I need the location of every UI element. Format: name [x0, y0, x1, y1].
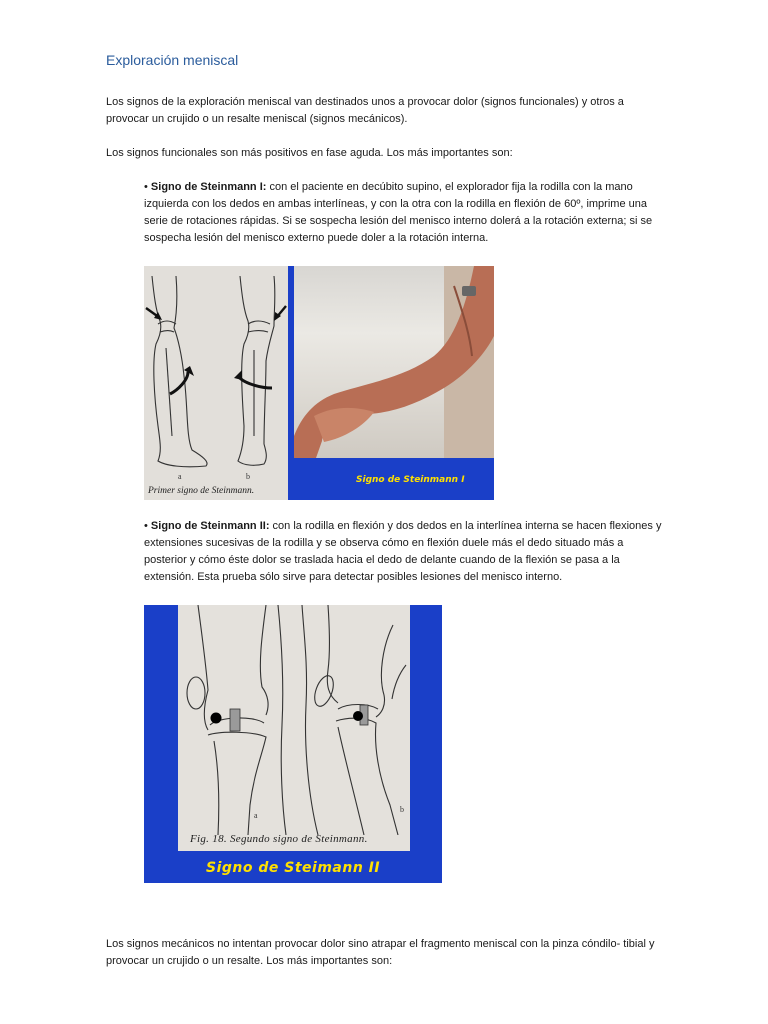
steinmann-1-text: con el paciente en decúbito supino, el explorador fija la rodilla con la mano izquierda con los dedos en ambas interlíneas, y con la otra con la rodilla en flexión de 60º, imprime una serie de rotaciones rápidas. Si se sospecha lesión del menisco interno dolerá a la rotación externa; si se sospecha lesión del menisco externo puede doler a la rotación interna.: [144, 181, 653, 244]
letter-b: b: [400, 805, 404, 814]
functional-signs-intro: Los signos funcionales son más positivos en fase aguda. Los más importantes son:: [106, 147, 513, 159]
page-title: Exploración meniscal: [106, 52, 239, 68]
intro-paragraph: Los signos de la exploración meniscal van destinados unos a provocar dolor (signos funcionales) y otros a provocar un crujido o un resalte meniscal (signos mecánicos).: [106, 96, 624, 125]
scan-caption-2: Fig. 18. Segundo signo de Steinmann.: [190, 833, 368, 845]
mechanical-signs-intro: Los signos mecánicos no intentan provocar dolor sino atrapar el fragmento meniscal con la pinza cóndilo- tibial y provocar un crujido o un resalte. Los más importantes son:: [106, 938, 655, 967]
bullet-mark: •: [144, 181, 148, 193]
scan-caption-1: Primer signo de Steinmann.: [148, 486, 255, 496]
steinmann-1-drawing: [144, 266, 288, 500]
steinmann-2-text: con la rodilla en flexión y dos dedos en la interlínea interna se hacen flexiones y extensiones sucesivas de la rodilla y se observa cómo en flexión duele más el dedo situado más a posterior y cómo éste dolor se traslada hacia el dedo de delante cuando de la flexión se pasa a la extensión. Esta prueba sólo sirve para detectar posibles lesiones del menisco interno.: [144, 520, 662, 583]
letter-a: a: [178, 472, 182, 481]
steinmann-2-label: Signo de Steinmann II:: [150, 520, 270, 532]
figure-steinmann-2: [144, 605, 442, 883]
photo-area: [294, 266, 494, 458]
letter-b: b: [246, 472, 250, 481]
letter-a: a: [254, 811, 258, 820]
banner-caption-2: Signo de Steimann II: [206, 860, 381, 876]
steinmann-2-item: [144, 518, 664, 586]
knee-joints-drawing-icon: [178, 605, 410, 835]
figure-steinmann-1: [144, 266, 494, 500]
steinmann-1-photo: [288, 266, 494, 500]
bullet-mark: •: [144, 520, 148, 532]
legs-drawing-icon: [144, 266, 288, 500]
steinmann-2-drawing: [178, 605, 410, 851]
photo-caption-1: Signo de Steinmann I: [356, 475, 465, 485]
steinmann-1-item: [144, 179, 664, 247]
knee-exam-photo-icon: [294, 266, 494, 458]
steinmann-1-label: Signo de Steinmann I:: [150, 181, 267, 193]
